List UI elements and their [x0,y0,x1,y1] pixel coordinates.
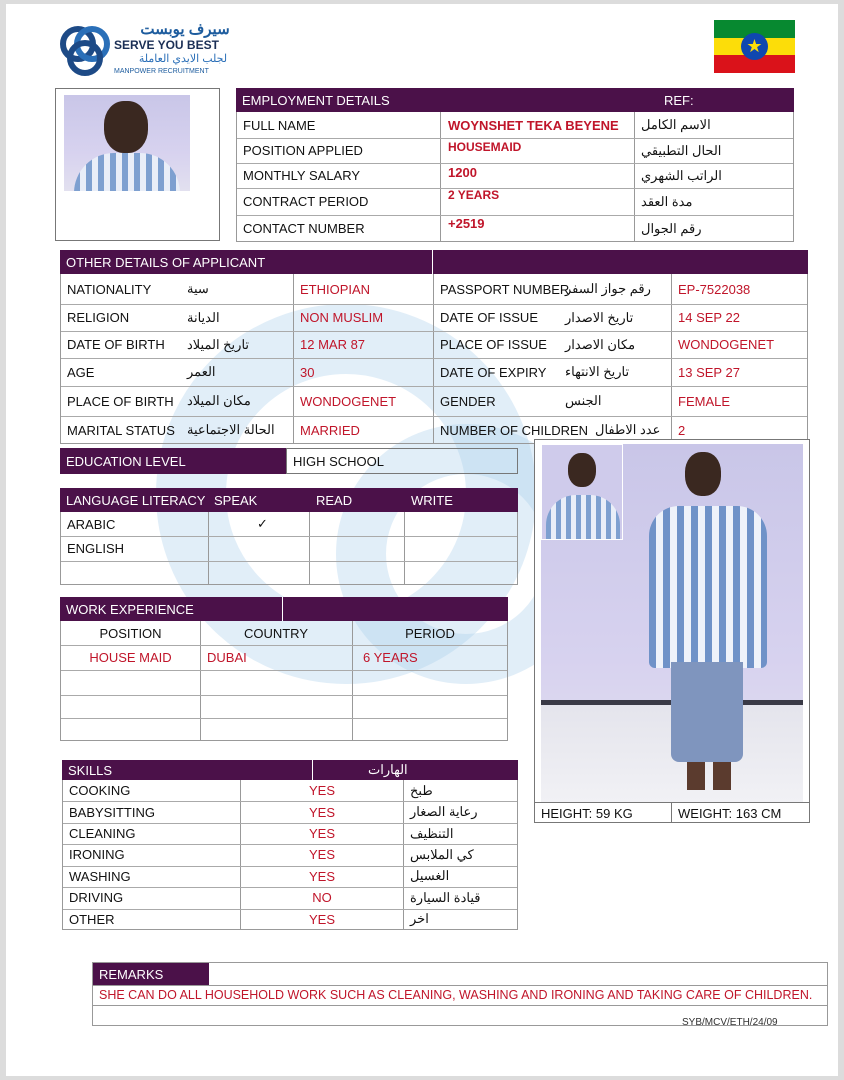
date-of-expiry-label: DATE OF EXPIRY [440,364,547,380]
education-value-box [286,448,518,474]
ethiopia-flag [714,20,795,73]
language-arabic: ARABIC [67,516,116,532]
skill-other-ar: اخر [410,911,429,927]
number-of-children-value: 2 [678,422,686,438]
skills-body [62,780,518,930]
logo-name: SERVE YOU BEST [114,38,219,52]
work-country-header: COUNTRY [243,625,309,641]
skill-cleaning-ar: التنظيف [410,825,454,841]
passport-number-ar: رقم جواز السفر [565,281,651,296]
skill-ironing-label: IRONING [69,847,125,863]
logo-emblem-icon [58,22,114,80]
skill-driving-value: NO [312,890,332,906]
education-level-value: HIGH SCHOOL [293,453,385,469]
contract-period-ar: مدة العقد [641,193,693,209]
gender-ar: الجنس [565,393,602,408]
date-of-issue-label: DATE OF ISSUE [440,310,538,325]
skills-header-bar [62,760,518,780]
marital-status-label: MARITAL STATUS [67,422,175,438]
flag-emblem-icon: ★ [741,33,768,60]
full-name-label: FULL NAME [243,117,316,133]
ref-label: REF: [664,92,694,108]
work-position-value: HOUSE MAID [89,650,172,665]
employment-header: EMPLOYMENT DETAILS [242,92,390,108]
passport-number-value: EP-7522038 [678,281,751,297]
other-details-header-bar [60,250,808,274]
position-applied-label: POSITION APPLIED [243,143,363,158]
full-body-photo [541,444,803,802]
read-header: READ [316,492,353,508]
remarks-header: REMARKS [99,966,164,982]
contact-number-value: +2519 [448,215,485,231]
height-label: HEIGHT: 59 KG [541,805,633,821]
work-body [60,621,508,741]
other-details-table [60,250,808,444]
employment-body [236,112,794,242]
number-of-children-ar: عدد الاطفال [595,422,661,437]
passport-photo [64,95,190,191]
work-period-value: 6 YEARS [363,650,418,665]
contact-number-label: CONTACT NUMBER [243,221,365,236]
skill-driving-ar: قيادة السيارة [410,889,481,905]
other-details-body [60,274,808,444]
employment-header-bar [236,88,794,112]
skill-driving-label: DRIVING [69,890,124,906]
language-header-bar [60,488,518,512]
monthly-salary-value: 1200 [448,164,477,180]
skill-babysitting-ar: رعاية الصغار [410,804,478,820]
skill-other-label: OTHER [69,911,115,927]
speak-header: SPEAK [214,492,258,508]
language-body [60,512,518,585]
skill-cleaning-value: YES [308,826,335,842]
place-of-birth-label: PLACE OF BIRTH [67,393,174,409]
age-ar: العمر [187,364,216,379]
date-of-birth-value: 12 MAR 87 [300,337,366,352]
write-header: WRITE [411,492,453,508]
language-literacy-header: LANGUAGE LITERACY [66,492,206,508]
weight-label: WEIGHT: 163 CM [678,805,782,821]
reference-code: SYB/MCV/ETH/24/09 [682,1017,778,1028]
skill-babysitting-label: BABYSITTING [69,804,155,820]
employment-details-table [236,88,794,242]
language-english: ENGLISH [67,541,125,556]
age-label: AGE [67,364,95,380]
date-of-issue-ar: تاريخ الاصدار [565,309,634,325]
work-period-header: PERIOD [405,625,455,641]
full-name-ar: الاسم الكامل [641,117,711,132]
monthly-salary-label: MONTHLY SALARY [243,168,361,183]
education-level-row [60,448,518,474]
nationality-value: ETHIOPIAN [300,281,371,297]
skills-header: SKILLS [68,762,113,778]
skill-washing-ar: الغسيل [410,868,450,884]
place-of-issue-label: PLACE OF ISSUE [440,337,547,352]
number-of-children-label: NUMBER OF CHILDREN [440,422,589,438]
remarks-text: SHE CAN DO ALL HOUSEHOLD WORK SUCH AS CLEANING, WASHING AND IRONING AND TAKING CARE OF CHILDREN. [99,988,813,1002]
monthly-salary-ar: الراتب الشهري [641,167,722,183]
skill-ironing-value: YES [308,847,335,863]
skill-cleaning-label: CLEANING [69,826,136,842]
marital-status-ar: الحالة الاجتماعية [187,422,275,437]
skill-cooking-ar: طبخ [410,782,433,798]
place-of-issue-ar: مكان الاصدار [565,336,636,352]
skill-other-value: YES [308,911,335,927]
date-of-issue-value: 14 SEP 22 [678,310,740,325]
inset-photo [541,444,623,540]
full-body-photo-frame [534,439,810,823]
date-of-birth-ar: تاريخ الميلاد [187,336,250,352]
logo-arabic-title: سيرف يوبست [140,21,230,38]
education-level-label: EDUCATION LEVEL [66,453,186,469]
date-of-expiry-value: 13 SEP 27 [678,364,740,380]
skill-ironing-ar: كي الملابس [410,846,474,862]
skill-cooking-label: COOKING [69,783,131,799]
age-value: 30 [300,364,315,380]
cv-page [6,4,838,1076]
skill-babysitting-value: YES [308,804,335,820]
other-details-header: OTHER DETAILS OF APPLICANT [66,254,266,270]
nationality-ar: سية [187,281,209,296]
skill-washing-label: WASHING [69,868,131,884]
work-country-value: DUBAI [207,650,247,665]
work-position-header: POSITION [99,625,162,641]
position-applied-ar: الحال التطبيقي [641,142,722,158]
place-of-birth-ar: مكان الميلاد [187,393,251,408]
date-of-birth-label: DATE OF BIRTH [67,337,165,352]
arabic-speak-check: ✓ [257,516,268,531]
skill-washing-value: YES [308,868,335,884]
date-of-expiry-ar: تاريخ الانتهاء [565,364,630,379]
language-literacy-table [60,488,518,585]
skills-header-ar: الهارات [368,762,408,777]
contract-period-label: CONTRACT PERIOD [243,194,369,209]
contract-period-value: 2 YEARS [448,188,500,202]
remarks-header-bar [93,963,209,985]
logo-tagline: MANPOWER RECRUITMENT [114,68,209,75]
place-of-issue-value: WONDOGENET [678,337,775,352]
work-experience-header: WORK EXPERIENCE [66,601,194,617]
education-header-bar [60,448,286,474]
religion-label: RELIGION [67,310,130,325]
gender-value: FEMALE [678,393,731,409]
marital-status-value: MARRIED [300,422,360,438]
logo-arabic-subtitle: لجلب الايدي العاملة [138,53,228,65]
religion-value: NON MUSLIM [300,310,384,325]
work-header-bar [60,597,508,621]
religion-ar: الديانة [187,309,220,325]
company-logo [58,20,278,80]
work-experience-table [60,597,508,741]
skill-cooking-value: YES [308,783,335,799]
position-applied-value: HOUSEMAID [448,140,522,154]
place-of-birth-value: WONDOGENET [300,393,397,409]
gender-label: GENDER [440,393,496,409]
contact-number-ar: رقم الجوال [641,220,702,236]
full-name-value: WOYNSHET TEKA BEYENE [448,117,619,133]
nationality-label: NATIONALITY [67,281,152,297]
passport-photo-frame [55,88,220,241]
skills-table [62,760,518,930]
passport-number-label: PASSPORT NUMBER [440,281,570,297]
